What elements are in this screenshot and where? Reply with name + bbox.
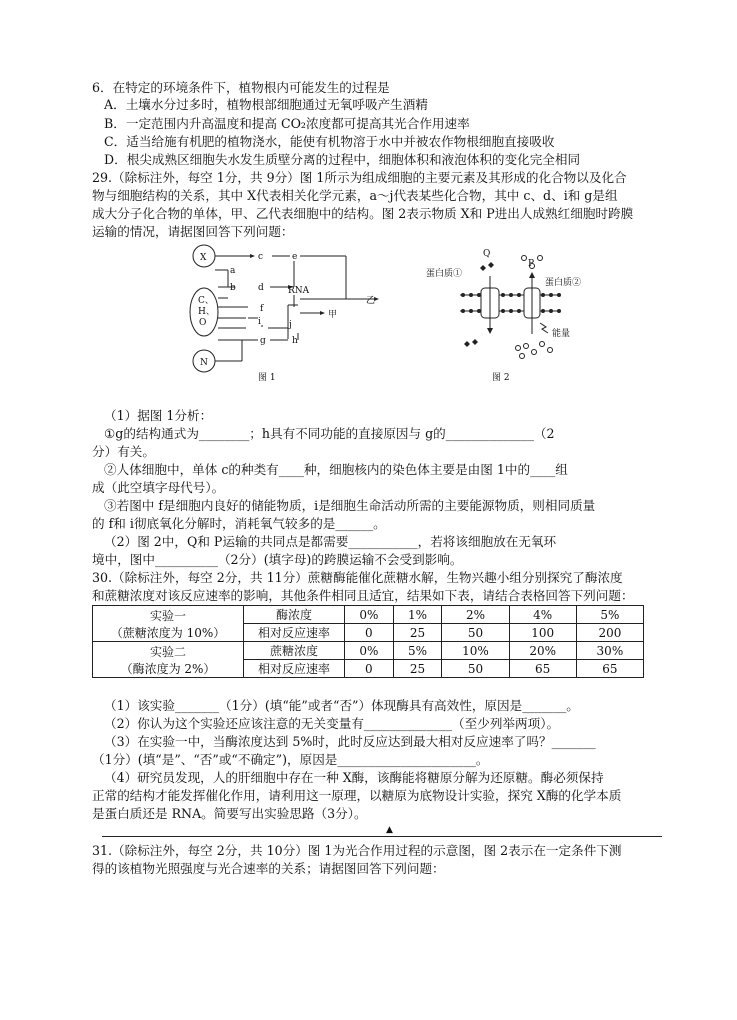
- table-cell: 30%: [576, 642, 643, 660]
- q29-intro-1: 29.（除标注外，每空 1分，共 9分）图 1所示为组成细胞的主要元素及其形成的化合物以及化合: [92, 170, 627, 185]
- fig2-label-q: Q: [483, 249, 491, 259]
- q30-line-6: 正常的结构才能发挥催化作用，请利用这一原理，以糖原为底物设计实验，探究 X酶的化学本质: [92, 788, 622, 803]
- fig1-label-f: f: [260, 304, 264, 314]
- q29-line-3: 分）有关。: [92, 444, 155, 459]
- fig1-label-h: h: [292, 336, 298, 346]
- table-exp1: 实验一: [149, 608, 186, 623]
- q29-line-1: （1）据图 1分析：: [104, 408, 213, 423]
- q29-line-9: 境中，图中__________（2分）(填字母)的跨膜运输不会受到影响。: [92, 552, 463, 567]
- table-cell: 20%: [509, 642, 576, 660]
- table-cell: 0: [345, 660, 394, 678]
- fig1-label-c: c: [258, 252, 264, 262]
- q29-line-8: （2）图 2中，Q和 P运输的共同点是都需要___________，若将该细胞放在无氧环: [104, 534, 557, 549]
- fig1-label-i: i: [258, 317, 261, 327]
- table-cell: 5%: [576, 606, 643, 624]
- table-cell: 1%: [393, 606, 442, 624]
- q6-option-b: B．一定范围内升高温度和提高 CO₂浓度都可提高其光合作用速率: [104, 116, 470, 131]
- table-cell: 2%: [442, 606, 509, 624]
- table-cell: 0%: [345, 642, 394, 660]
- q30-intro-1: 30.（除标注外，每空 2分，共 11分）蔗糖酶能催化蔗糖水解，生物兴趣小组分别探究了酶浓度: [92, 570, 623, 585]
- q30-line-4: （1分）(填“是”、“否”或“不确定”)，原因是______________________。: [92, 752, 489, 767]
- fig2-caption: 图 2: [492, 373, 510, 383]
- fig1-label-yi: 乙: [366, 296, 376, 306]
- table-exp1-cell: [93, 606, 244, 642]
- fig1-label-c-element: C、: [198, 296, 214, 306]
- q6-stem: 6．在特定的环境条件下，植物根内可能发生的过程是: [92, 80, 390, 95]
- fig2-label-protein-2: 蛋白质②: [545, 278, 582, 288]
- table-cell: 200: [576, 624, 643, 642]
- fig1-label-e: e: [292, 252, 298, 262]
- q29-line-7: 的 f和 i彻底氧化分解时，消耗氧气较多的是______。: [92, 516, 386, 531]
- q30-line-7: 是蛋白质还是 RNA。简要写出实验思路（3分）。: [92, 806, 367, 821]
- table-cell: 5%: [393, 642, 442, 660]
- q29-line-4: ②人体细胞中，单体 c的种类有____种，细胞核内的染色体主要是由图 1中的____组: [104, 462, 568, 477]
- table-r2-label: 相对反应速率: [244, 624, 345, 642]
- q31-line-1: 31.（除标注外，每空 2分，共 10分）图 1为光合作用过程的示意图，图 2表示在一定条件下测: [92, 843, 622, 858]
- q6-option-c: C．适当给施有机肥的植物浇水，能使有机物溶于水中并被农作物根细胞直接吸收: [104, 134, 555, 149]
- fig1-label-b: b: [230, 283, 236, 293]
- fig2-label-protein-1: 蛋白质①: [426, 269, 463, 279]
- q30-line-3: （3）在实验一中，当酶浓度达到 5%时，此时反应达到最大相对反应速率了吗？_______: [104, 734, 596, 749]
- fig1-label-rna: RNA: [288, 286, 310, 296]
- fig1-label-h-element: H、: [198, 307, 215, 317]
- table-exp2-note: （酶浓度为 2%）: [120, 661, 216, 676]
- q29-intro-4: 运输的情况，请据图回答下列问题：: [92, 224, 294, 239]
- table-r3-label: 蔗糖浓度: [244, 642, 345, 660]
- table-cell: 25: [393, 624, 442, 642]
- table-cell: 25: [393, 660, 442, 678]
- table-cell: 10%: [442, 642, 509, 660]
- q29-intro-3: 成大分子化合物的单体，甲、乙代表细胞中的结构。图 2表示物质 X和 P进出人成熟红细胞时跨膜: [92, 206, 634, 221]
- fig2-label-energy: 能量: [552, 329, 571, 339]
- table-r4-label: 相对反应速率: [244, 660, 345, 678]
- q6-option-d: D．根尖成熟区细胞失水发生质壁分离的过程中，细胞体积和液泡体积的变化完全相同: [104, 152, 581, 167]
- table-exp2-cell: [93, 642, 244, 678]
- fig1-caption: 图 1: [258, 373, 276, 383]
- fig1-label-a: a: [230, 266, 236, 276]
- answer-blank-marker: ▲: [386, 825, 393, 835]
- fig1-label-j: j: [289, 320, 292, 330]
- q30-line-5: （4）研究员发现，人的肝细胞中存在一种 X酶，该酶能将糖原分解为还原糖。酶必须保持: [104, 770, 604, 785]
- fig1-label-x: X: [200, 253, 207, 263]
- table-cell: 0: [345, 624, 394, 642]
- fig1-label-jia: 甲: [328, 310, 338, 320]
- q30-intro-2: 和蔗糖浓度对该反应速率的影响，其他条件相同且适宜，结果如下表，请结合表格回答下列问题：: [92, 588, 634, 603]
- table-cell: 65: [509, 660, 576, 678]
- table-cell: 0%: [345, 606, 394, 624]
- table-cell: 100: [509, 624, 576, 642]
- answer-line: [102, 836, 662, 837]
- table-cell: 65: [576, 660, 643, 678]
- q30-line-2: （2）你认为这个实验还应该注意的无关变量有______________（至少列举两项）。: [104, 716, 560, 731]
- fig1-label-d: d: [258, 283, 264, 293]
- q31-line-2: 得的该植物光照强度与光合速率的关系；请据图回答下列问题：: [92, 861, 445, 876]
- figure-2: [420, 248, 600, 383]
- table-cell: 50: [442, 660, 509, 678]
- table-cell: 50: [442, 624, 509, 642]
- q29-line-6: ③若图中 f是细胞内良好的储能物质，i是细胞生命活动所需的主要能源物质，则相同质量: [104, 498, 596, 513]
- fig1-label-o-element: O: [199, 318, 207, 328]
- fig1-label-n: N: [200, 358, 208, 368]
- table-exp2: 实验二: [149, 644, 186, 659]
- q29-line-5: 成（此空填字母代号）。: [92, 480, 225, 495]
- q29-intro-2: 物与细胞结构的关系，其中 X代表相关化学元素，a～j代表某些化合物，其中 c、d、i和 g是组: [92, 188, 618, 203]
- q6-option-a: A．土壤水分过多时，植物根部细胞通过无氧呼吸产生酒精: [104, 97, 428, 112]
- table-r1-label: 酶浓度: [244, 606, 345, 624]
- fig2-label-p: P: [528, 259, 535, 269]
- table-cell: 4%: [509, 606, 576, 624]
- figure-1: [180, 243, 380, 383]
- q30-table: [92, 605, 644, 678]
- table-exp1-note: （蔗糖浓度为 10%）: [110, 625, 226, 640]
- q30-line-1: （1）该实验_______（1分）(填“能”或者“否”）体现酶具有高效性，原因是_______。: [104, 698, 579, 713]
- fig1-label-g: g: [260, 336, 266, 346]
- q29-line-2: ①g的结构通式为________；h具有不同功能的直接原因与 g的______________（2: [104, 426, 555, 441]
